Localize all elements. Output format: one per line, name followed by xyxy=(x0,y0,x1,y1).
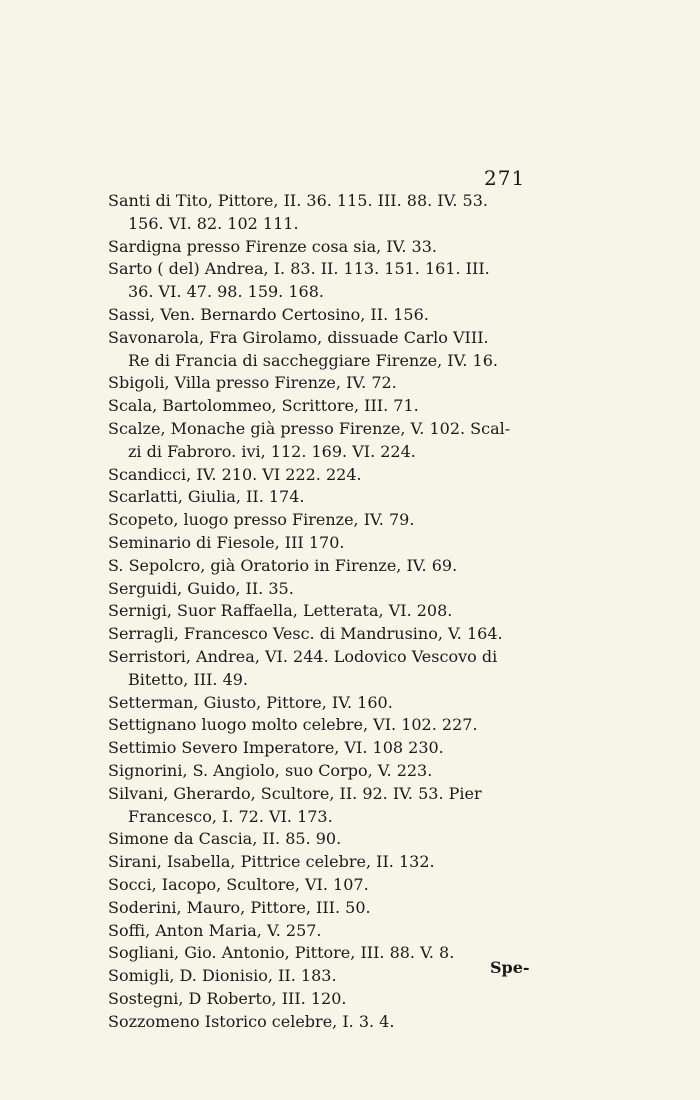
index-entry: Sernigi, Suor Raffaella, Letterata, VI. 208. xyxy=(108,601,453,621)
index-entry: Somigli, D. Dionisio, II. 183. xyxy=(108,966,337,986)
index-entry: Serragli, Francesco Vesc. di Mandrusino, V. 164. xyxy=(108,624,503,644)
index-entry: Seminario di Fiesole, III 170. xyxy=(108,532,345,552)
index-entry: Soderini, Mauro, Pittore, III. 50. xyxy=(108,897,371,917)
index-entry: Silvani, Gherardo, Scultore, II. 92. IV. 53. Pier Francesco, I. 72. VI. 173. xyxy=(108,783,482,826)
index-entry: Scandicci, IV. 210. VI 222. 224. xyxy=(108,464,362,484)
index-entry: Santi di Tito, Pittore, II. 36. 115. III. 88. IV. 53. 156. VI. 82. 102 111. xyxy=(108,191,488,233)
page-number: 271 xyxy=(484,166,526,190)
index-entry: Sostegni, D Roberto, III. 120. xyxy=(108,988,347,1008)
index-entry: Sbigoli, Villa presso Firenze, IV. 72. xyxy=(108,373,397,393)
index-entry: Scopeto, luogo presso Firenze, IV. 79. xyxy=(108,510,415,530)
index-entry: Sassi, Ven. Bernardo Certosino, II. 156. xyxy=(108,304,429,324)
index-entry: Sirani, Isabella, Pittrice celebre, II. 132. xyxy=(108,852,435,872)
index-entry: Sozzomeno Istorico celebre, I. 3. 4. xyxy=(108,1011,395,1031)
index-entry: Scarlatti, Giulia, II. 174. xyxy=(108,487,305,507)
index-entry: Scala, Bartolommeo, Scrittore, III. 71. xyxy=(108,396,419,416)
index-entry: Savonarola, Fra Girolamo, dissuade Carlo VIII. Re di Francia di saccheggiare Firenze, IV. 16. xyxy=(108,327,498,370)
index-entry: Settignano luogo molto celebre, VI. 102. 227. xyxy=(108,715,478,735)
index-entry: Settimio Severo Imperatore, VI. 108 230. xyxy=(108,738,444,758)
index-entry: Signorini, S. Angiolo, suo Corpo, V. 223. xyxy=(108,760,433,780)
index-entry: S. Sepolcro, già Oratorio in Firenze, IV. 69. xyxy=(108,555,458,575)
index-entry: Socci, Iacopo, Scultore, VI. 107. xyxy=(108,874,369,894)
index-entry: Serristori, Andrea, VI. 244. Lodovico Vescovo di Bitetto, III. 49. xyxy=(108,646,498,689)
index-entry: Sogliani, Gio. Antonio, Pittore, III. 88. V. 8. xyxy=(108,943,455,963)
index-entry: Setterman, Giusto, Pittore, IV. 160. xyxy=(108,692,393,712)
catchword: Spe- xyxy=(490,958,530,977)
index-entry: Soffi, Anton Maria, V. 257. xyxy=(108,920,322,940)
index-entry: Sarto ( del) Andrea, I. 83. II. 113. 151. 161. III. 36. VI. 47. 98. 159. 168. xyxy=(108,259,490,302)
index-entry: Scalze, Monache già presso Firenze, V. 102. Scal- zi di Fabroro. ivi, 112. 169. VI. 224. xyxy=(108,418,511,461)
index-entry: Sardigna presso Firenze cosa sia, IV. 33. xyxy=(108,236,437,256)
index-entry: Simone da Cascia, II. 85. 90. xyxy=(108,829,342,849)
index-entry: Serguidi, Guido, II. 35. xyxy=(108,578,294,598)
index-entries xyxy=(108,190,548,1033)
